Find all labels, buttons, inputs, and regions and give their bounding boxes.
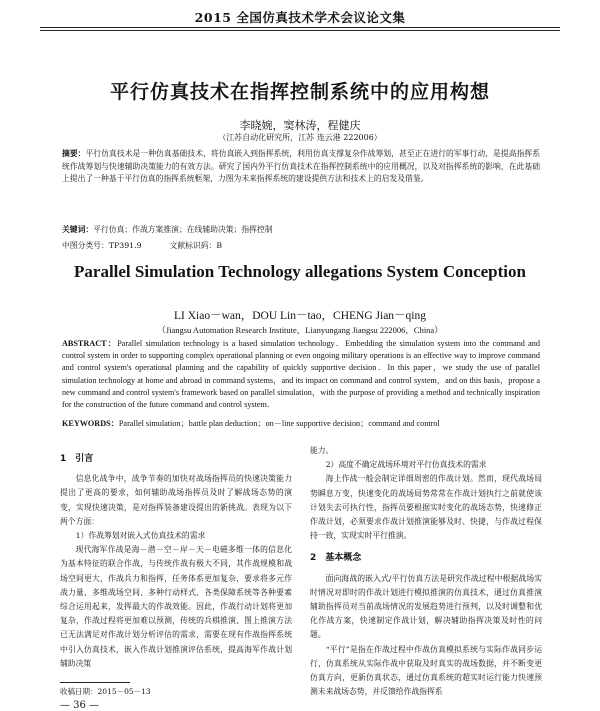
running-header: 2015 全国仿真技术学术会议论文集	[194, 10, 406, 25]
classification-line	[62, 240, 540, 253]
keywords-en-text: Parallel simulation；battle plan deduction；on－line supportive decision；command and control	[118, 419, 440, 428]
left-column	[60, 444, 292, 671]
abstract-en	[62, 338, 540, 411]
need-item-1: 1）作战筹划对嵌入式仿真技术的需求	[75, 531, 206, 541]
authors-en: LI Xiao－wan，DOU Lin－tao，CHENG Jian－qing	[173, 310, 426, 322]
document-code: 文献标识码：B	[169, 241, 223, 250]
abstract-en-text: Parallel simulation technology is a based simulation technology．Embedding the simulation system into the command and control system in order to supporting complex operational planning or even ongoing military operations is an effective way to improve command and control system's operational planning and the capability of quickly supportive decision．In this paper，we study the use of parallel simulation technology at home and abroad in command systems，and its impact on command and control system，and on this basis，propose a new command and control system's framework based on parallel simulation，with the purpose of providing a method and technically inspiration for the construction of the future command and control system．	[62, 339, 540, 410]
paper-title-cn: 平行仿真技术在指挥控制系统中的应用构想	[109, 81, 490, 103]
concept-paragraph-1: 面向海战的嵌入式/平行仿真方法是研究作战过程中根据战场实时情况对即时的作战计划进行模拟推演的仿真技术，通过仿真推演辅助指挥员对当前战场情况的发展趋势进行预判，以及时调整和优化作战方案，快速制定作战计划，解决辅助指挥决策及时性的问题。	[310, 573, 542, 640]
abstract-cn-text: 平行仿真技术是一种仿真基础技术，将仿真嵌入到指挥系统，利用仿真支撑复杂作战筹划，甚至正在进行的军事行动，是提高指挥系统作战筹划与快速辅助决策能力的有效方法。研究了国内外平行仿真技术在指挥控制系统中的应用概况，以及对指挥系统的影响，在此基础上提出了一种基于平行仿真的指挥系统框架，力图为未来指挥系统的建设提供方法和技术上的启发及借鉴。	[62, 149, 540, 184]
concept-paragraph-2: “平行”是指在作战过程中作战仿真模拟系统与实际作战同步运行，仿真系统从实际作战中获取及时真实的战场数据，并不断变更仿真方向，更新仿真状态，通过仿真系统的超实时运行能力快速预测未来战场态势，并反馈给作战指挥系	[310, 644, 542, 697]
clc-number: 中图分类号：TP391.9	[62, 241, 142, 250]
section-2-heading: 2 基本概念	[310, 553, 362, 564]
page-number: — 36 —	[60, 700, 100, 711]
right-column	[310, 444, 542, 699]
keywords-en-label: KEYWORDS：	[62, 419, 119, 428]
footnote-rule	[60, 682, 130, 683]
affiliation-en: （Jiangsu Automation Research Institute，Lianyungang Jiangsu 222006，China）	[157, 325, 443, 335]
paper-title-en: Parallel Simulation Technology allegations System Conception	[74, 262, 526, 281]
need-item-2: 2）高度不确定战场环境对平行仿真技术的需求	[325, 460, 487, 470]
abstract-cn-label: 摘要：	[62, 149, 86, 158]
section-1-heading: 1 引言	[60, 454, 94, 464]
keywords-cn-text: 平行仿真；作战方案推演；在线辅助决策；指挥控制	[93, 225, 273, 234]
keywords-cn	[62, 224, 540, 237]
authors-cn: 李晓婉，窦林涛，程健庆	[239, 119, 361, 132]
received-date-footnote: 收稿日期：2015－05－13	[60, 687, 151, 696]
keywords-en	[62, 418, 540, 430]
keywords-cn-label: 关键词：	[62, 225, 94, 234]
need-item-2-paragraph: 海上作战一般会制定详细周密的作战计划。然而，现代战场局势瞬息万变，快速变化的战场局势常常在作战计划执行之前就使该计划失去可执行性，指挥员要根据实时变化的战场态势，快速修正作战计划，必须要求作战计划推演能够及时、快捷，与作战过程保持一致，实现实时平行推演。	[310, 474, 542, 541]
abstract-cn	[62, 148, 540, 186]
affiliation-cn: （江苏自动化研究所，江苏 连云港 222006）	[218, 133, 382, 142]
need-item-1-paragraph: 现代海军作战是海－潜－空－岸－天－电磁多维一体的信息化为基本特征的联合作战，与传统作战有极大不同，其作战规模和战场空间更大，作战兵力和指挥，任务体系更加复杂，要求将多元作战力量、多维战场空间、多种行动样式、各类保障系统等各种要素综合运用起来，发挥最大的作战效能。因此，作战行动计划将更加复杂，作战过程将更加难以预测，传统的兵棋推演、图上推演方法已无法满足对作战计划分析评估的需求，需要在现有作战指挥系统中引入仿真技术，嵌入作战计划推演评估系统，提高海军作战计划辅助决策	[60, 545, 292, 668]
abstract-en-label: ABSTRACT：	[62, 339, 118, 348]
header-rule-top	[40, 27, 560, 28]
header-rule-bottom	[40, 30, 560, 31]
intro-paragraph: 信息化战争中，战争节奏的加快对战场指挥员的快速决策能力提出了更高的要求，如何辅助战场指挥员及时了解战场态势的演变，实现快速决策，是对指挥装备建设提出的新挑战。表现为以下两个方面：	[60, 474, 292, 526]
continued-paragraph: 能力。	[310, 446, 334, 455]
